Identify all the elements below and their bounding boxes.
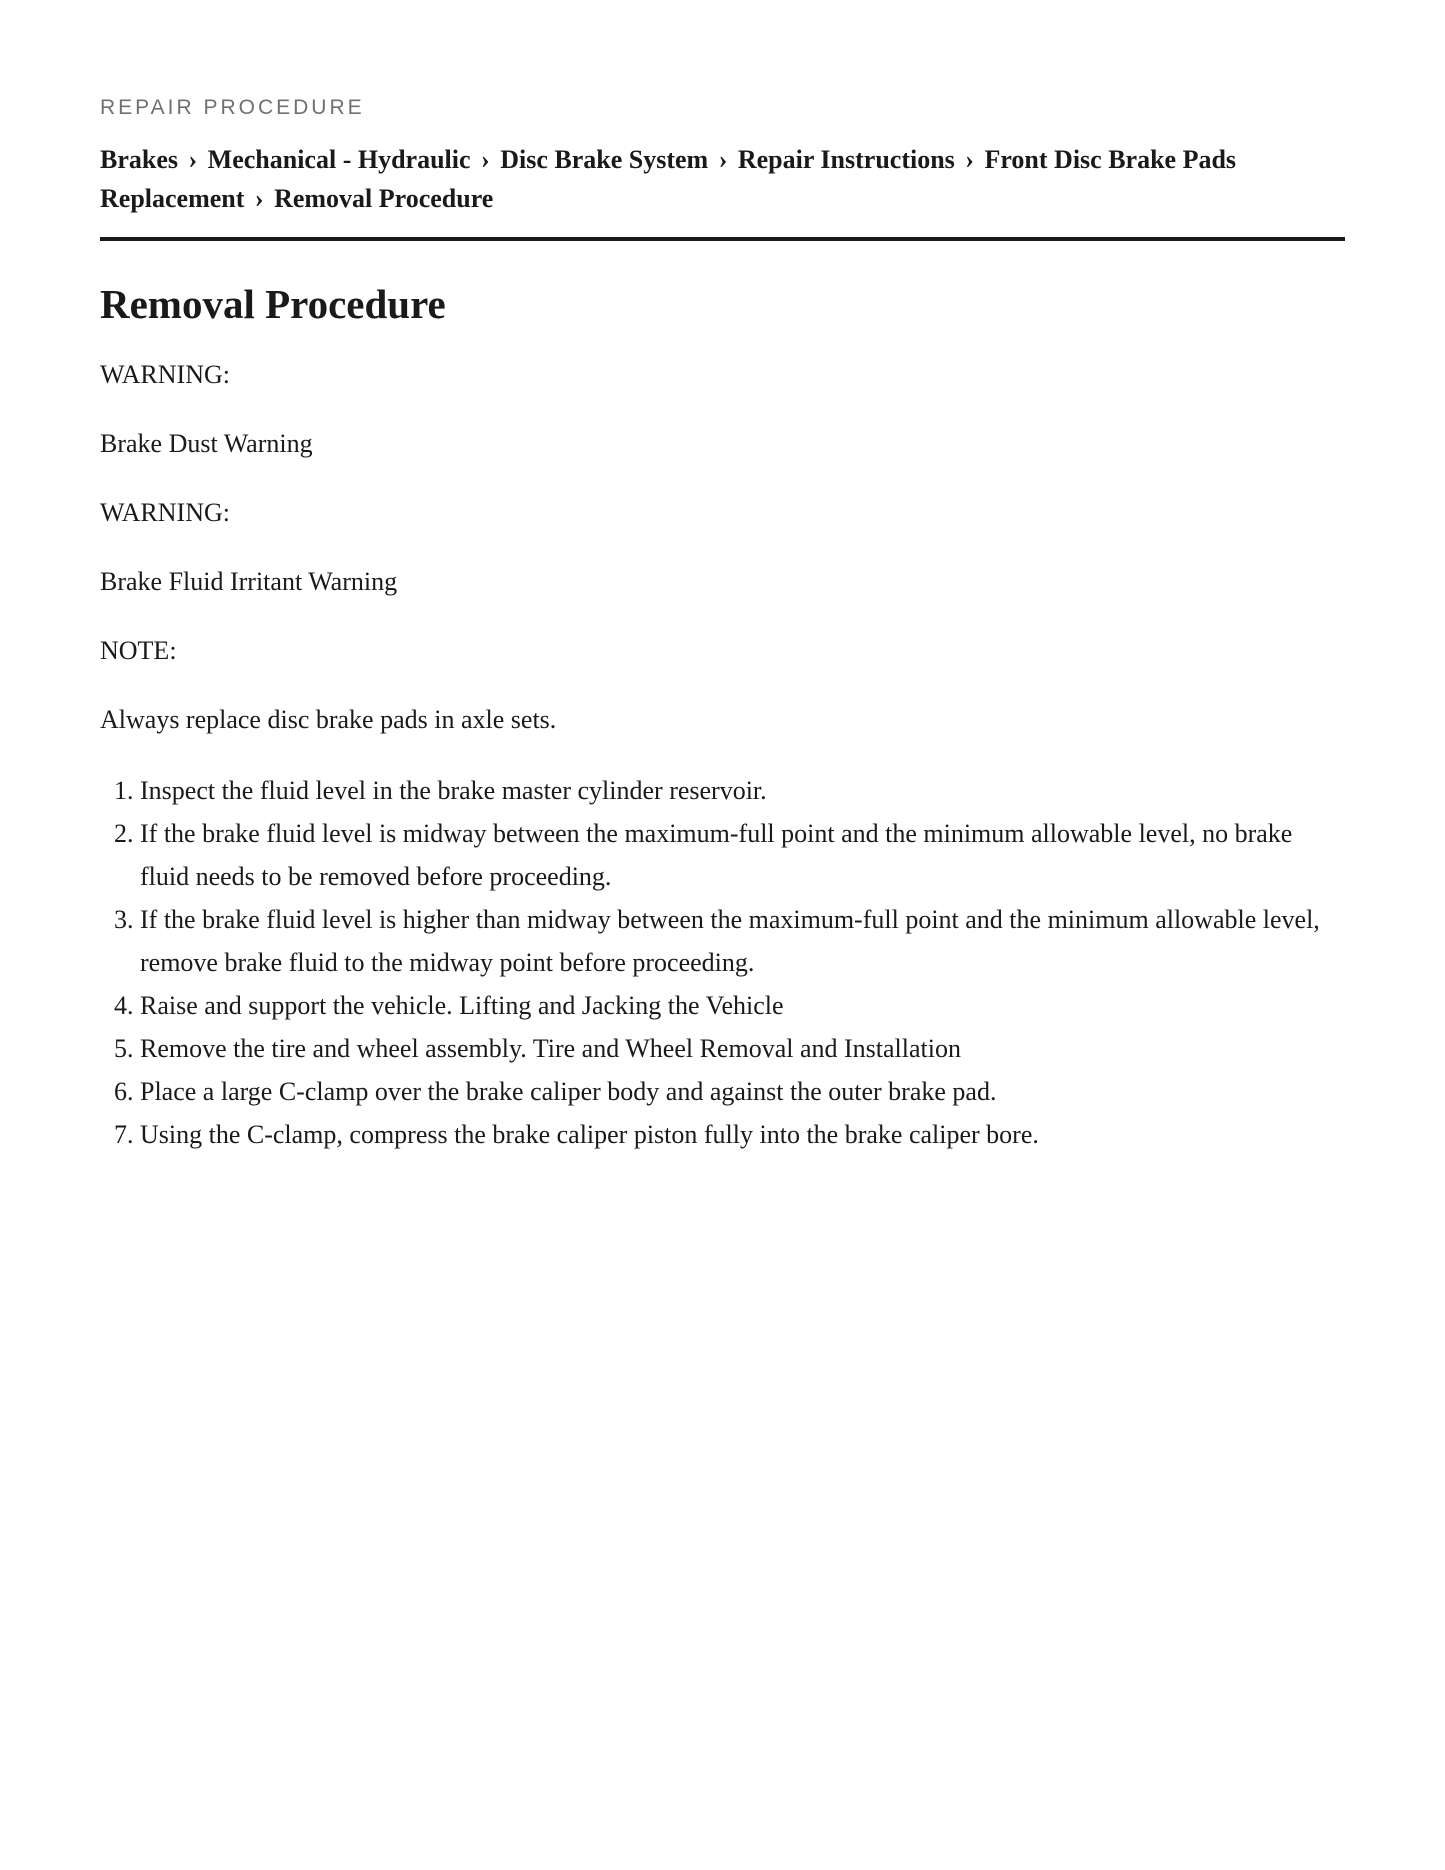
header-divider xyxy=(100,237,1345,241)
breadcrumb-item-repair-instructions[interactable]: Repair Instructions xyxy=(737,145,955,174)
breadcrumb-item-mechanical-hydraulic[interactable]: Mechanical - Hydraulic xyxy=(207,145,471,174)
note-label: NOTE: xyxy=(100,636,177,665)
breadcrumb-separator: › xyxy=(481,145,490,174)
brake-fluid-irritant-warning-link[interactable]: Brake Fluid Irritant Warning xyxy=(100,567,398,596)
step-item: 7. Using the C-clamp, compress the brake caliper piston fully into the brake caliper bore. xyxy=(140,1113,1345,1156)
note-text: Always replace disc brake pads in axle sets. xyxy=(100,705,557,734)
breadcrumb xyxy=(100,140,1330,218)
step-item: 3. If the brake fluid level is higher than midway between the maximum-full point and the minimum allowable level, remove brake fluid to the midway point before proceeding. xyxy=(140,898,1345,984)
breadcrumb-separator: › xyxy=(965,145,974,174)
warning-label: WARNING: xyxy=(100,498,230,527)
breadcrumb-item-disc-brake-system[interactable]: Disc Brake System xyxy=(500,145,709,174)
breadcrumb-item-front-disc-brake-pads-replacement[interactable]: Front Disc Brake Pads Replacement xyxy=(100,145,1237,213)
step-item: 5. Remove the tire and wheel assembly. Tire and Wheel Removal and Installation xyxy=(140,1027,1345,1070)
procedure-steps xyxy=(100,769,1345,1156)
section-kicker: REPAIR PROCEDURE xyxy=(100,96,365,119)
step-item: 1. Inspect the fluid level in the brake master cylinder reservoir. xyxy=(140,769,1345,812)
brake-dust-warning-link[interactable]: Brake Dust Warning xyxy=(100,429,313,458)
breadcrumb-separator: › xyxy=(718,145,728,174)
step-item: 2. If the brake fluid level is midway between the maximum-full point and the minimum allowable level, no brake fluid needs to be removed before proceeding. xyxy=(140,812,1345,898)
breadcrumb-item-brakes[interactable]: Brakes xyxy=(100,145,178,174)
page-title: Removal Procedure xyxy=(100,281,446,327)
breadcrumb-separator: › xyxy=(254,184,264,213)
step-item: 4. Raise and support the vehicle. Lifting and Jacking the Vehicle xyxy=(140,984,1345,1027)
warning-label: WARNING: xyxy=(100,360,230,389)
breadcrumb-item-removal-procedure: Removal Procedure xyxy=(274,184,494,213)
breadcrumb-separator: › xyxy=(188,145,198,174)
step-item: 6. Place a large C-clamp over the brake caliper body and against the outer brake pad. xyxy=(140,1070,1345,1113)
